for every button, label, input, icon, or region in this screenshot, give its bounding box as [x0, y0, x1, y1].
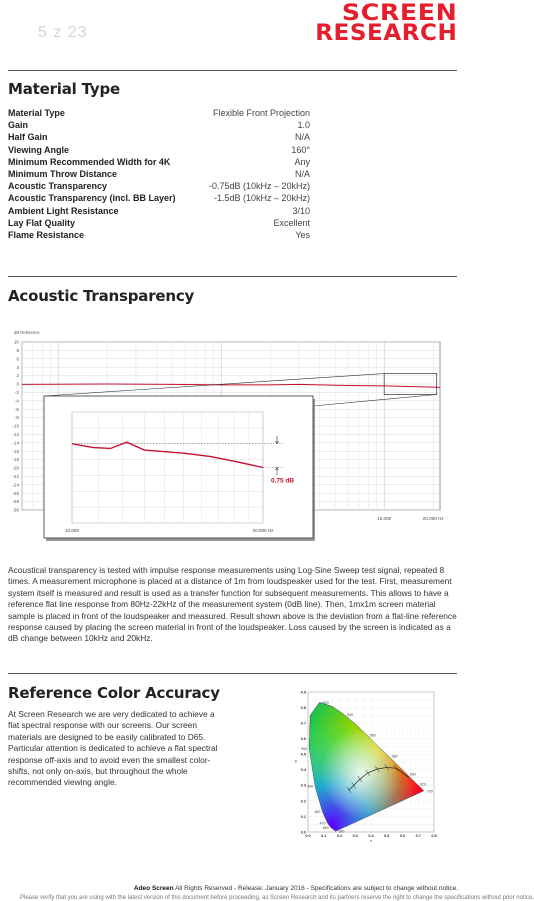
y-tick-label: -4: [14, 398, 19, 404]
wavelength-label: 480: [314, 809, 321, 814]
y-tick-label: -24: [12, 482, 19, 488]
y-tick-label: 0.2: [300, 799, 306, 804]
y-tick-label: 4: [16, 364, 19, 370]
wavelength-label: 620: [419, 782, 426, 787]
spec-label: Acoustic Transparency: [8, 181, 108, 192]
wavelength-label: 500: [301, 746, 308, 751]
x-tick-label: 0.4: [368, 834, 374, 838]
wavelength-label: 560: [369, 733, 376, 738]
logo-line-2: RESEARCH: [314, 21, 457, 46]
y-tick-label: -10: [12, 423, 19, 429]
y-tick-label: -2: [14, 390, 19, 395]
spec-row: [8, 131, 310, 143]
y-tick-label: -28: [12, 499, 19, 505]
spec-label: Half Gain: [8, 132, 48, 143]
y-tick-label: 0.8: [300, 705, 306, 710]
y-axis-label: dB Reference: [14, 330, 40, 335]
cie-diagram-svg: [292, 686, 440, 844]
y-tick-label: 0: [16, 381, 19, 387]
spec-row: [8, 107, 310, 119]
spec-label: Lay Flat Quality: [8, 217, 76, 228]
acoustic-transparency-heading: Acoustic Transparency: [8, 287, 195, 305]
y-tick-label: 0.5: [300, 752, 306, 757]
loss-annotation: 0.75 dB: [271, 477, 295, 485]
spec-row: [8, 180, 310, 192]
spec-value: -1.5dB (10kHz – 20kHz): [213, 193, 310, 204]
y-tick-label: 0.9: [300, 690, 306, 695]
x-tick-label: 0.5: [384, 834, 390, 838]
wavelength-label: 470: [319, 821, 326, 826]
spec-value: N/A: [294, 168, 310, 179]
spec-label: Flame Resistance: [8, 229, 85, 240]
material-type-heading: Material Type: [8, 80, 120, 98]
spec-label: Gain: [8, 120, 29, 131]
spec-row: [8, 217, 310, 229]
inset-plot-area: [72, 412, 263, 523]
page-corner-mark: 5 z 23: [38, 24, 88, 41]
spec-label: Minimum Throw Distance: [8, 168, 118, 179]
spectral-locus-white-overlay: [309, 702, 424, 831]
y-axis-label: y: [295, 758, 297, 763]
wavelength-label: 540: [347, 713, 354, 718]
wavelength-label: 490: [307, 784, 314, 789]
logo-line-1: SCREEN: [341, 1, 457, 26]
spec-value: -0.75dB (10kHz – 20kHz): [208, 181, 310, 192]
spec-label: Acoustic Transparency (incl. BB Layer): [8, 193, 176, 204]
y-tick-label: -30: [12, 507, 19, 513]
spec-value: N/A: [294, 132, 310, 143]
x-tick-label: 20.000 Hz: [422, 516, 444, 521]
y-tick-label: 0.3: [300, 783, 306, 788]
spec-value: Flexible Front Projection: [212, 108, 310, 118]
wavelength-label: 600: [409, 772, 416, 777]
spec-value: Yes: [295, 229, 310, 240]
section-divider: [8, 70, 457, 71]
footer-notice: Please verify that you are using with the latest version of this document before proceeding, as Screen Research and its partners reserve the right to change the specifications without prior notice.: [20, 895, 534, 901]
x-tick-label: 0.1: [321, 834, 327, 838]
y-tick-label: -6: [14, 406, 19, 412]
spec-label: Minimum Recommended Width for 4K: [8, 156, 171, 167]
section-divider: [8, 276, 457, 277]
inset-x-tick-label: 10.000: [64, 528, 80, 533]
y-tick-label: 0.0: [300, 830, 306, 835]
x-axis-label: x: [370, 838, 372, 843]
y-tick-label: 8: [16, 348, 19, 353]
spec-value: 160°: [291, 144, 310, 155]
y-tick-label: 2: [16, 373, 19, 379]
wavelength-label: 380: [338, 829, 345, 834]
spec-value: 1.0: [297, 120, 310, 131]
y-tick-label: -22: [12, 474, 19, 479]
reference-color-heading: Reference Color Accuracy: [8, 684, 220, 702]
x-tick-label: 0.8: [431, 834, 437, 838]
acoustic-transparency-chart: [8, 328, 457, 538]
color-accuracy-description: At Screen Research we are very dedicated to achieve a flat spectral response with our screens. Our screen materials are designed to be easily calibrated to D65. Particular attention is dedicated to achieve a flat spectral response off-axis and to avoid even the smallest color-shifts, not only on-axis, but throughout the whole recommended viewing angle.: [8, 709, 218, 788]
y-tick-label: -8: [14, 415, 19, 421]
acoustic-description: Acoustical transparency is tested with impulse response measurements using Log-Sine Sweep test signal, repeated 8 times. A measurement microphone is placed at a distance of 1m from loudspeaker used for the test. First, measurement system itself is measured and result is used as a transfer function for subsequent measurements. This allows to have a reference flat line response from 80Hz-22kHz of the measurement system (0dB line). Then, 1mx1m screen material sample is placed in front of the loudspeaker and measured. Result shown above is the deviation from a flat-line reference response caused by placing the screen material in front of the loudspeaker. Loss caused by the screen is indicated as a dB change between 10kHz and 20kHz.: [8, 565, 457, 644]
specifications-table: [8, 107, 310, 241]
y-tick-label: 0.1: [300, 814, 306, 819]
spec-value: 3/10: [292, 205, 310, 216]
footer-text: All Rights Reserved - Release: January 2016 - Specifications are subject to change without notice.: [173, 885, 458, 892]
cie-chromaticity-diagram: [292, 686, 440, 844]
spec-label: Material Type: [8, 108, 65, 118]
spec-value: Any: [294, 156, 310, 167]
spec-row: [8, 205, 310, 217]
x-tick-label: 0.6: [399, 834, 406, 838]
screen-research-logo: [314, 1, 457, 46]
y-tick-label: -20: [12, 465, 19, 471]
y-tick-label: 0.4: [300, 768, 306, 773]
footer-brand: Adeo Screen: [133, 885, 174, 892]
y-tick-label: 0.6: [300, 737, 306, 742]
section-divider: [8, 673, 457, 674]
footer: [0, 885, 458, 892]
spec-row: [8, 156, 310, 168]
wavelength-label: 700: [426, 789, 433, 794]
x-tick-label: 0.2: [336, 834, 343, 838]
y-tick-label: -16: [12, 448, 19, 454]
y-tick-label: -18: [12, 457, 19, 463]
x-tick-label: 0.7: [415, 834, 421, 838]
spec-row: [8, 168, 310, 180]
acoustic-chart-svg: [8, 328, 457, 538]
spec-label: Viewing Angle: [8, 144, 70, 155]
y-tick-label: 0.7: [300, 721, 306, 726]
y-tick-label: -14: [12, 440, 19, 446]
y-tick-label: -12: [12, 432, 19, 437]
wavelength-label: 460: [322, 825, 329, 830]
spec-row: [8, 119, 310, 131]
spec-value: Excellent: [273, 217, 310, 228]
y-tick-label: 6: [16, 356, 19, 362]
inset-x-tick-label: 20.000 Hz: [252, 528, 274, 533]
wavelength-label: 580: [391, 754, 398, 759]
spec-row: [8, 229, 310, 241]
x-tick-label: 0.3: [352, 834, 358, 838]
y-tick-label: 10: [13, 339, 19, 345]
spec-label: Ambient Light Resistance: [8, 205, 119, 216]
spec-row: [8, 192, 310, 204]
x-tick-label: 10.000: [377, 516, 392, 521]
wavelength-label: 520: [322, 700, 329, 705]
spec-row: [8, 144, 310, 156]
x-tick-label: 0.0: [305, 834, 311, 838]
y-tick-label: -26: [12, 490, 19, 496]
